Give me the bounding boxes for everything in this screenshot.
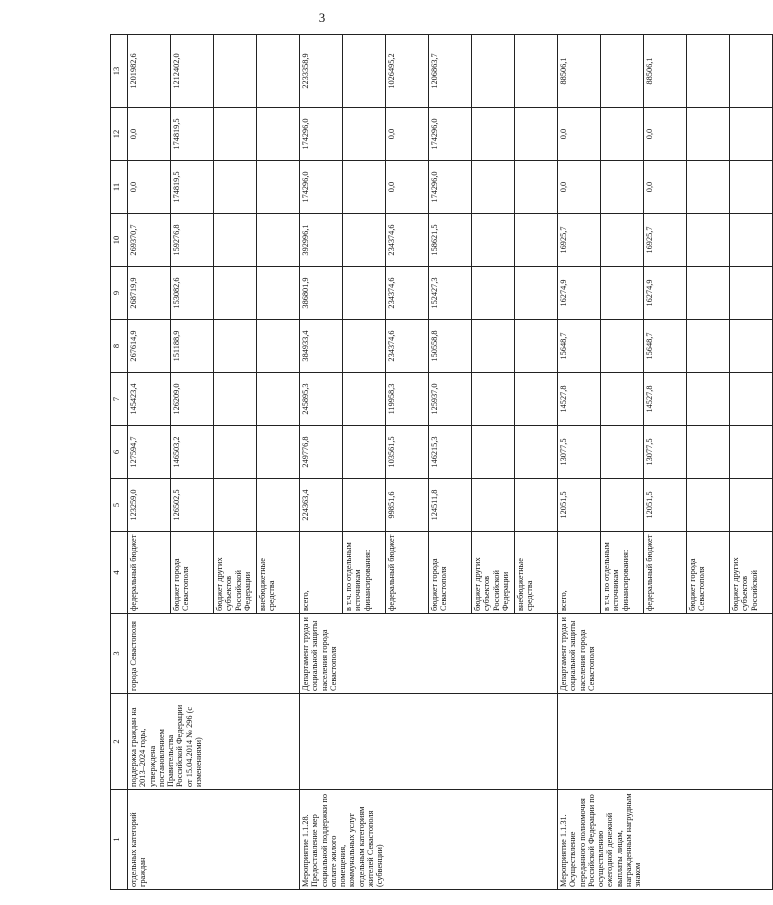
value-cell: 174819,5: [171, 161, 214, 214]
table-row: [300, 35, 343, 890]
header-cell: 2: [111, 694, 128, 790]
header-cell: 8: [111, 320, 128, 373]
value-cell: 1201982,6: [128, 35, 171, 108]
value-cell: 0,0: [128, 161, 171, 214]
value-cell: [343, 161, 386, 214]
page-number: 3: [318, 10, 326, 25]
funding-source-cell: в т.ч. по отдельным источникам финансирования:: [601, 532, 644, 614]
table-row: [558, 35, 601, 890]
value-cell: 245895,3: [300, 373, 343, 426]
value-cell: [601, 479, 644, 532]
value-cell: [343, 267, 386, 320]
funding-source-cell: федеральный бюджет: [128, 532, 171, 614]
value-cell: 174296,0: [300, 108, 343, 161]
value-cell: 174296,0: [429, 108, 472, 161]
executor-cell: Департамент труда и социальной защиты населения города Севастополя: [558, 614, 773, 694]
value-cell: [515, 35, 558, 108]
value-cell: 127594,7: [128, 426, 171, 479]
value-cell: [257, 373, 300, 426]
value-cell: 16925,7: [644, 214, 687, 267]
rotated-table-container: [110, 35, 759, 890]
value-cell: 234374,6: [386, 267, 429, 320]
value-cell: 15648,7: [558, 320, 601, 373]
executor-cell: Департамент труда и социальной защиты населения города Севастополя: [300, 614, 558, 694]
value-cell: [515, 108, 558, 161]
funding-source-cell: бюджет города Севастополя: [429, 532, 472, 614]
value-cell: 151188,9: [171, 320, 214, 373]
value-cell: [214, 161, 257, 214]
value-cell: [601, 426, 644, 479]
value-cell: 103561,5: [386, 426, 429, 479]
value-cell: 126209,0: [171, 373, 214, 426]
funding-source-cell: бюджет других субъектов Российской Федерации: [214, 532, 257, 614]
value-cell: [257, 161, 300, 214]
value-cell: [515, 214, 558, 267]
value-cell: [687, 267, 730, 320]
value-cell: [472, 373, 515, 426]
value-cell: 384933,4: [300, 320, 343, 373]
value-cell: [515, 267, 558, 320]
value-cell: 125937,0: [429, 373, 472, 426]
value-cell: [214, 426, 257, 479]
value-cell: [687, 35, 730, 108]
value-cell: 234374,6: [386, 320, 429, 373]
value-cell: 249776,8: [300, 426, 343, 479]
value-cell: 0,0: [558, 161, 601, 214]
value-cell: [343, 426, 386, 479]
value-cell: 269370,7: [128, 214, 171, 267]
value-cell: 1026495,2: [386, 35, 429, 108]
value-cell: 126502,5: [171, 479, 214, 532]
value-cell: 99851,6: [386, 479, 429, 532]
funding-source-cell: бюджет города Севастополя: [171, 532, 214, 614]
value-cell: [730, 320, 773, 373]
value-cell: [472, 214, 515, 267]
program-basis-cell: поддержка граждан на 2013–2024 годы, утверждена постановлением Правительства Российской Федерации от 15.04.2014 № 296 (с изменениями): [128, 694, 300, 790]
funding-source-cell: всего,: [300, 532, 343, 614]
value-cell: [687, 479, 730, 532]
funding-source-cell: федеральный бюджет: [644, 532, 687, 614]
value-cell: [214, 267, 257, 320]
value-cell: [257, 479, 300, 532]
header-cell: 9: [111, 267, 128, 320]
value-cell: [730, 108, 773, 161]
value-cell: 153082,6: [171, 267, 214, 320]
measure-name-cell: Мероприятие 1.1.31. Осуществление переданного полномочия Российской Федерации по осуществлению ежегодной денежной выплаты лицам, награжденным нагрудным знаком: [558, 790, 773, 890]
value-cell: [214, 108, 257, 161]
value-cell: [343, 108, 386, 161]
value-cell: [601, 214, 644, 267]
value-cell: [687, 161, 730, 214]
value-cell: [601, 35, 644, 108]
header-cell: 11: [111, 161, 128, 214]
header-cell: 12: [111, 108, 128, 161]
value-cell: [472, 267, 515, 320]
value-cell: 1206863,7: [429, 35, 472, 108]
value-cell: [601, 108, 644, 161]
value-cell: 123259,0: [128, 479, 171, 532]
value-cell: [730, 35, 773, 108]
value-cell: [214, 373, 257, 426]
value-cell: 0,0: [128, 108, 171, 161]
value-cell: [472, 108, 515, 161]
value-cell: [730, 214, 773, 267]
value-cell: 174819,5: [171, 108, 214, 161]
funding-source-cell: всего,: [558, 532, 601, 614]
measure-name-cell: Мероприятие 1.1.28. Предоставление мер социальной поддержки по оплате жилого помещения, коммунальных услуг отдельным категориям жителей Севастополя (субвенции): [300, 790, 558, 890]
funding-source-cell: внебюджетные средства: [515, 532, 558, 614]
value-cell: [257, 267, 300, 320]
funding-source-cell: федеральный бюджет: [386, 532, 429, 614]
value-cell: [730, 479, 773, 532]
program-basis-cell: [558, 694, 773, 790]
value-cell: [687, 108, 730, 161]
value-cell: 0,0: [644, 108, 687, 161]
value-cell: 152427,3: [429, 267, 472, 320]
value-cell: 16274,9: [644, 267, 687, 320]
value-cell: [257, 108, 300, 161]
value-cell: [472, 320, 515, 373]
value-cell: [472, 161, 515, 214]
value-cell: [601, 320, 644, 373]
header-cell: 5: [111, 479, 128, 532]
value-cell: [257, 320, 300, 373]
value-cell: 0,0: [386, 108, 429, 161]
funding-source-cell: в т.ч. по отдельным источникам финансирования:: [343, 532, 386, 614]
header-cell: 7: [111, 373, 128, 426]
value-cell: 146503,2: [171, 426, 214, 479]
value-cell: [343, 479, 386, 532]
value-cell: 234374,6: [386, 214, 429, 267]
value-cell: 13077,5: [558, 426, 601, 479]
value-cell: 12051,5: [644, 479, 687, 532]
value-cell: 150558,8: [429, 320, 472, 373]
value-cell: 12051,5: [558, 479, 601, 532]
value-cell: [214, 479, 257, 532]
value-cell: [472, 426, 515, 479]
value-cell: [214, 214, 257, 267]
value-cell: 0,0: [644, 161, 687, 214]
header-cell: 6: [111, 426, 128, 479]
value-cell: [343, 320, 386, 373]
value-cell: 2233358,9: [300, 35, 343, 108]
funding-source-cell: бюджет других субъектов Российской: [730, 532, 773, 614]
value-cell: [730, 373, 773, 426]
value-cell: 158621,5: [429, 214, 472, 267]
value-cell: 159276,8: [171, 214, 214, 267]
value-cell: [601, 267, 644, 320]
value-cell: 15648,7: [644, 320, 687, 373]
value-cell: 0,0: [386, 161, 429, 214]
value-cell: [257, 214, 300, 267]
value-cell: [214, 35, 257, 108]
value-cell: [515, 161, 558, 214]
value-cell: 146215,3: [429, 426, 472, 479]
value-cell: [515, 426, 558, 479]
measure-name-cell: отдельных категорий граждан: [128, 790, 300, 890]
funding-source-cell: бюджет других субъектов Российской Федерации: [472, 532, 515, 614]
value-cell: [601, 373, 644, 426]
value-cell: [687, 320, 730, 373]
value-cell: [472, 35, 515, 108]
header-cell: 4: [111, 532, 128, 614]
value-cell: [730, 161, 773, 214]
header-cell: 10: [111, 214, 128, 267]
value-cell: 386801,9: [300, 267, 343, 320]
value-cell: 16925,7: [558, 214, 601, 267]
value-cell: [687, 214, 730, 267]
executor-cell: города Севастополя: [128, 614, 300, 694]
value-cell: 88506,1: [644, 35, 687, 108]
value-cell: [687, 373, 730, 426]
value-cell: [515, 373, 558, 426]
value-cell: 174296,0: [300, 161, 343, 214]
value-cell: [472, 479, 515, 532]
header-cell: 13: [111, 35, 128, 108]
value-cell: [601, 161, 644, 214]
header-cell: 1: [111, 790, 128, 890]
value-cell: 1212402,0: [171, 35, 214, 108]
value-cell: [343, 35, 386, 108]
value-cell: 14527,8: [558, 373, 601, 426]
value-cell: 0,0: [558, 108, 601, 161]
value-cell: [257, 426, 300, 479]
value-cell: 267614,9: [128, 320, 171, 373]
program-basis-cell: [300, 694, 558, 790]
value-cell: [343, 373, 386, 426]
value-cell: 119958,3: [386, 373, 429, 426]
value-cell: 145423,4: [128, 373, 171, 426]
table-row: [128, 35, 171, 890]
value-cell: [687, 426, 730, 479]
value-cell: [257, 35, 300, 108]
header-cell: 3: [111, 614, 128, 694]
funding-source-cell: внебюджетные средства: [257, 532, 300, 614]
funding-source-cell: бюджет города Севастополя: [687, 532, 730, 614]
value-cell: 268719,9: [128, 267, 171, 320]
value-cell: 392996,1: [300, 214, 343, 267]
value-cell: [730, 267, 773, 320]
value-cell: [515, 479, 558, 532]
value-cell: 224363,4: [300, 479, 343, 532]
value-cell: 13077,5: [644, 426, 687, 479]
financing-table: [110, 34, 773, 890]
value-cell: [515, 320, 558, 373]
value-cell: 16274,9: [558, 267, 601, 320]
value-cell: [343, 214, 386, 267]
header-row: [111, 35, 128, 890]
value-cell: [730, 426, 773, 479]
value-cell: 14527,8: [644, 373, 687, 426]
value-cell: 124511,8: [429, 479, 472, 532]
value-cell: [214, 320, 257, 373]
value-cell: 174296,0: [429, 161, 472, 214]
value-cell: 88506,1: [558, 35, 601, 108]
